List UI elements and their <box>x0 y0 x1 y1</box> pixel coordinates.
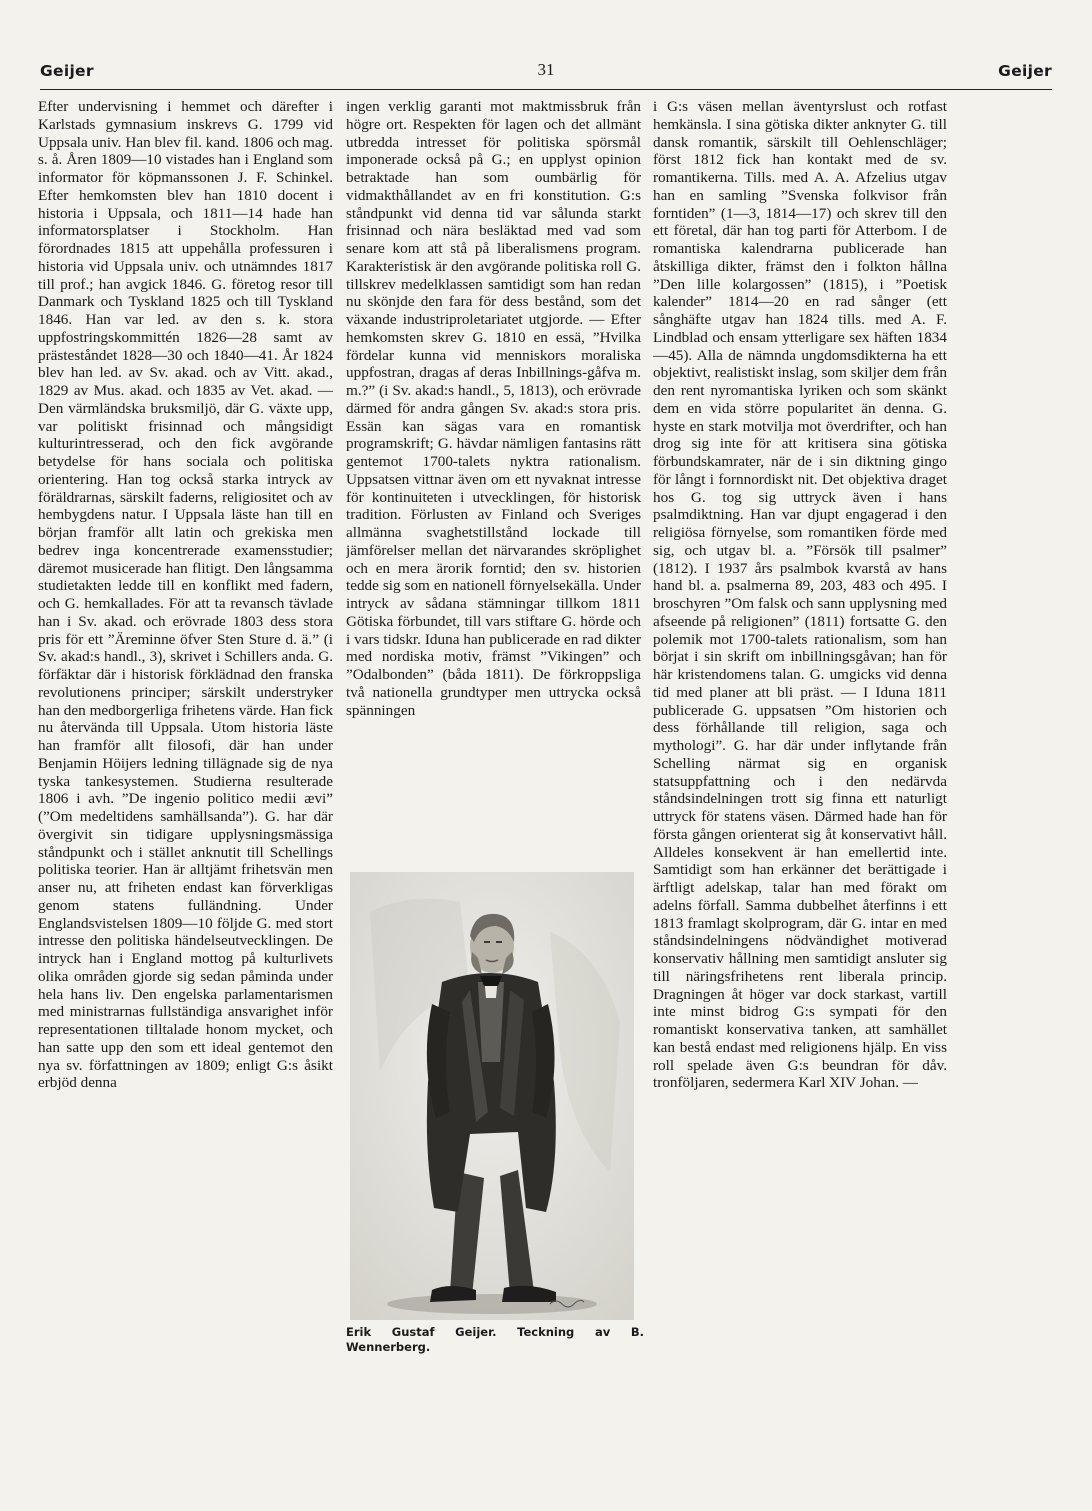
figure-caption: Erik Gustaf Geijer. Teckning av B. Wennerberg. <box>346 1325 644 1354</box>
text-column-2 <box>346 98 641 858</box>
header-right-title: Geijer <box>998 62 1052 80</box>
column-1-text: Efter undervisning i hemmet och därefter i Karlstads gymnasium inskrevs G. 1799 vid Uppsala univ. Han blev fil. kand. 1806 och mag. s. å. Åren 1809—10 vistades han i England som informator för köpmanssonen J. F. Schinkel. Efter hemkomsten blev han 1810 docent i historia i Uppsala, och 1811—14 hade han informatorsplatser i Stockholm. Han förordnades 1815 att uppehålla professuren i historia vid Uppsala univ. och utnämndes 1817 till prof.; han avgick 1846. G. företog resor till Danmark och Tyskland 1825 och till Tyskland 1846. Han var led. av den s. k. stora uppfostringskommittén 1826—28 samt av prästeståndet 1828—30 och 1840—41. År 1824 blev han led. av Sv. akad. och av Vitt. akad., 1829 av Mus. akad. och 1835 av Vet. akad. — Den värmländska bruksmiljö, där G. växte upp, var politiskt frisinnad och mångsidigt kulturintresserad, och den fick avgörande betydelse för hans sociala och politiska orientering. Han tog också starka intryck av föräldrarnas, särskilt faderns, religiositet och av hembygdens natur. I Uppsala läste han till en början framför allt latin och grekiska men bedrev inga koncentrerade examensstudier; däremot musicerade han flitigt. Den långsamma studietakten ledde till en konflikt med fadern, och G. hemkallades. För att ta revansch tävlade han i Sv. akad. och erövrade 1803 dess stora pris för ett ”Äreminne öfver Sten Sture d. ä.” (i Sv. akad:s handl., 3), skrivet i Schillers anda. G. förfäktar där i historisk förklädnad den franska revolutionens principer; särskilt understryker han den medborgerliga frihetens värde. Han fick nu återvända till Uppsala. Utom historia läste han framför allt filosofi, där han under Benjamin Höijers ledning tillägnade sig de nya tyska tankesystemen. Studierna resulterade 1806 i avh. ”De ingenio politico medii ævi” (”Om medeltidens samhällsanda”). G. har där övergivit sin tidigare upplysningsmässiga ståndpunkt och i stället anknutit till Schellings politiska teorier. Han är alltjämt frihetsvän men anser nu, att friheten endast kan förverkligas genom statens fulländning. Under Englandsvistelsen 1809—10 följde G. med stort intresse den politiska händelseutvecklingen. De intryck han i England mottog på kulturlivets olika områden gjorde sig sedan påminda under hela hans liv. Den engelska parlamentarismen med ministrarnas fullständiga ansvarighet inför representationen tilltalade honom mycket, och han satte upp den som ett ideal gentemot den nya sv. författningen av 1809; enligt G:s åsikt erbjöd denna <box>38 98 333 1092</box>
header-rule <box>40 89 1052 90</box>
portrait-drawing <box>350 872 634 1320</box>
column-2-text: ingen verklig garanti mot maktmissbruk från högre ort. Respekten för lagen och det allmänt utbredda intresset för politiska spörsmål imponerade också på G.; en upplyst opinion betraktade han som oumbärlig för vidmakthållandet av en fri konstitution. G:s ståndpunkt vid denna tid var sålunda starkt frisinnad och nära besläktad med vad som senare kom att stå på liberalismens program. Karakteristisk är den avgörande politiska roll G. tillskrev medelklassen samtidigt som han redan nu skönjde den fara för dess bestånd, som det växande industriproletariatet utgjorde. — Efter hemkomsten skrev G. 1810 en essä, ”Hvilka fördelar kunna vid menniskors moraliska uppfostran, dragas af deras Inbillnings-gåfva m. m.?” (i Sv. akad:s handl., 5, 1813), och erövrade därmed för andra gången Sv. akad:s stora pris. Essän kan sägas vara en romantisk programskrift; G. hävdar nämligen fantasins rätt gentemot 1700-talets nyktra rationalism. Uppsatsen vittnar även om ett nyvaknat intresse för kontinuiteten i utvecklingen, för historisk tradition. Förlusten av Finland och Sveriges allmänna svaghetstillstånd lockade till jämförelser mellan det närvarandes skröplighet och en mera ärorik forntid; den sv. historien tedde sig som en nationell förnyelsekälla. Under intryck av sådana stämningar tillkom 1811 Götiska förbundet, till vars stiftare G. hörde och i vars tidskr. Iduna han publicerade en rad dikter med nordiska motiv, främst ”Vikingen” och ”Odalbonden” (båda 1811). De förkroppsliga två nationella grundtyper men uttrycka också spänningen <box>346 98 641 719</box>
header-left-title: Geijer <box>40 62 94 80</box>
running-header <box>40 62 1052 88</box>
column-3-text: i G:s väsen mellan äventyrslust och rotfast hemkänsla. I sina götiska dikter anknyter G. till dansk romantik, särskilt till Oehlenschläger; först 1812 fick han kontakt med de sv. romantikerna. Tills. med A. A. Afzelius utgav han en samling ”Svenska folkvisor från forntiden” (1—3, 1814—17) och skrev till den ett företal, där han tog parti för Atterbom. I de romantiska kalendrarna publicerade han åtskilliga dikter, främst den i folkton hållna ”Den lille kolargossen” (1815), i ”Poetisk kalender” 1814—20 en rad sånger (ett sånghäfte utgav han 1824 tills. med A. F. Lindblad och ensam ytterligare sex häften 1834—45). Alla de nämnda ungdomsdikterna ha ett objektivt, realistiskt inslag, som skiljer dem från den rent nyromantiska lyriken och som skänkt dem en vida större popularitet än denna. G. hyste en stark motvilja mot överdrifter, och han drog sig inte för att kritisera sina götiska förbundskamrater, när de i sin diktning gingo för långt i fornnordiskt nit. Det objektiva draget hos G. tog sig uttryck även i hans psalmdiktning. Han var djupt engagerad i den religiösa förnyelse, som romantiken förde med sig, och utgav bl. a. ”Försök till psalmer” (1812). I 1937 års psalmbok kvarstå av hans hand bl. a. psalmerna 89, 203, 483 och 495. I broschyren ”Om falsk och sann upplysning med afseende på religionen” (1811) fortsatte G. den polemik mot 1700-talets rationalism, som han börjat i sin skrift om inbillningsgåvan; han för här kristendomens talan. G. umgicks vid denna tid med planer att bli präst. — I Iduna 1811 publicerade G. uppsatsen ”Om historien och dess förhållande till religion, saga och mythologi”. G. har där under inflytande från Schelling närmat sig en organisk statsuppfattning och i den nedärvda ståndsindelningen trott sig finna ett naturligt uttryck för statens väsen. Därmed hade han för första gången orienterat sig åt konservativt håll. Alldeles konsekvent är han emellertid inte. Samtidigt som han erkänner det berättigade i ärftligt adelskap, talar han med förakt om adelns förfall. Samma dubbelhet återfinns i ett 1813 framlagt skolprogram, där G. intar en med ståndsindelningens nödvändighet motiverad konservativ hållning men samtidigt ansluter sig till näringsfrihetens rent liberala princip. Dragningen åt höger var dock starkast, vartill inte minst bidrog G:s sympati för den romantiskt konservativa tanken, att samhället kan bestå endast med religionens hjälp. En viss roll spelade även G:s beundran för dåv. tronföljaren, sedermera Karl XIV Johan. — <box>653 98 947 1092</box>
text-column-1 <box>38 98 333 1364</box>
text-column-3 <box>653 98 947 1340</box>
page-number: 31 <box>537 60 555 79</box>
